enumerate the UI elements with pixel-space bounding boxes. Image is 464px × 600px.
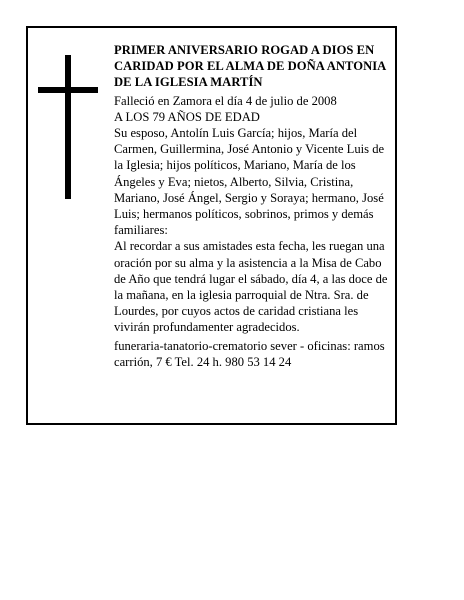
death-date-line: Falleció en Zamora el día 4 de julio de 2008	[114, 93, 337, 108]
mass-paragraph: Al recordar a sus amistades esta fecha, les ruegan una oración por su alma y la asistencia a la Misa de Cabo de Año que tendrá lugar el sábado, día 4, a las doce de la mañana, en la iglesia parroquial de Ntra. Sra. de Lourdes, por cuyos actos de caridad cristiana les vivirán profundamenter agradecidos.	[114, 239, 388, 335]
funeral-home-line: funeraria-tanatorio-crematorio sever - oficinas: ramos carrión, 7 € Tel. 24 h. 980 53 14 24	[114, 338, 385, 369]
cross-vertical-bar	[65, 55, 71, 199]
obituary-heading: PRIMER ANIVERSARIO ROGAD A DIOS EN CARIDAD POR EL ALMA DE DOÑA ANTONIA DE LA IGLESIA MARTÍN	[114, 43, 386, 90]
family-paragraph: Su esposo, Antolín Luis García; hijos, María del Carmen, Guillermina, José Antonio y Vicente Luis de la Iglesia; hijos políticos, Mariano, María de los Ángeles y Eva; nietos, Alberto, Silvia, Cristina, Mariano, José Ángel, Sergio y Soraya; hermano, José Luis; hermanos políticos, sobrinos, primos y demás familiares:	[114, 126, 385, 238]
cross-icon	[38, 55, 100, 199]
age-line: A LOS 79 AÑOS DE EDAD	[114, 109, 260, 124]
obituary-text	[114, 42, 396, 370]
obituary-notice	[26, 26, 397, 425]
cross-horizontal-bar	[38, 87, 98, 93]
